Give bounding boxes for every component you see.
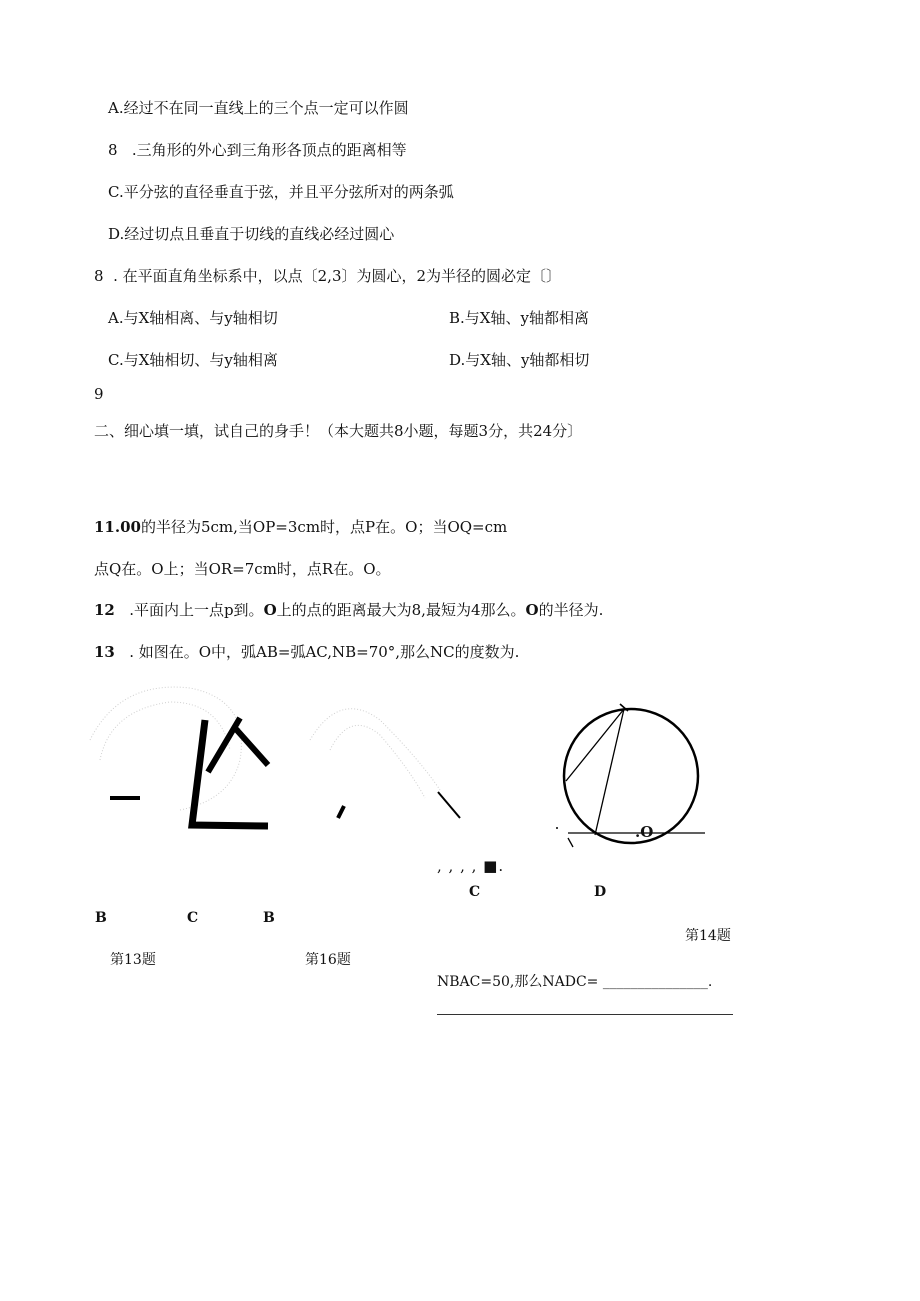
q7-option-a: A.经过不在同一直线上的三个点一定可以作圆 [108, 99, 409, 117]
q11-text-1: 的半径为5cm,当OP=3cm时，点P在。O；当OQ=cm [140, 518, 508, 536]
figure-14-center-label: .O [635, 823, 654, 841]
figure-stroke-diagonal [208, 718, 268, 772]
q8-option-a: A.与X轴相离、与y轴相切 [108, 309, 278, 327]
figure-14-left-dot [556, 827, 558, 829]
figure-14-square: ■ [483, 857, 499, 875]
q14-blank: _______________ [602, 974, 708, 990]
figure-left-label-c: C [187, 910, 199, 926]
q12-text-3: 的半径为. [538, 601, 604, 619]
q13-number: 13 [94, 643, 115, 661]
q8-option-d: D.与X轴、y轴都相切 [449, 351, 590, 369]
q8-number: 8 [94, 267, 104, 285]
q12-text-2: 上的点的距离最大为8,最短为4那么。 [276, 601, 526, 619]
q8-option-b: B.与X轴、y轴都相离 [449, 309, 589, 327]
q13 [94, 642, 519, 662]
q13-text: . 如图在。O中，弧AB=弧AC,NB=70°,那么NC的度数为. [129, 643, 520, 661]
q7-option-b [108, 140, 407, 160]
q14-text: NBAC=50,那么NADC= [437, 974, 599, 990]
figure-14-dot: . [498, 857, 505, 875]
q11-line-2: 点Q在。O上；当OR=7cm时，点R在。O。 [94, 560, 391, 578]
figure-13-16-graphic [80, 680, 480, 840]
answer-underline [437, 1014, 733, 1015]
figure-14-label-d: D [594, 884, 607, 900]
q12-circle-o-1: O [263, 601, 277, 619]
figure-left-label-b-2: B [263, 910, 275, 926]
q7-option-c: C.平分弦的直径垂直于弦，并且平分弦所对的两条弧 [108, 183, 454, 201]
figure-14-label-c: C [469, 884, 481, 900]
q7-option-b-number: 8 [108, 141, 118, 159]
caption-question-13: 第13题 [110, 952, 156, 968]
caption-question-14: 第14题 [685, 928, 731, 944]
q7-option-d: D.经过切点且垂直于切线的直线必经过圆心 [108, 225, 395, 243]
q12-text-1: .平面内上一点p到。 [129, 601, 264, 619]
q8-text: . 在平面直角坐标系中，以点〔2,3〕为圆心，2为半径的圆必定〔〕 [113, 267, 562, 285]
figure-14-left-tick [568, 838, 573, 847]
figure-14-circle [564, 709, 698, 843]
q8-stem [94, 266, 561, 286]
q11-number: 11.00 [94, 518, 141, 536]
figure-14-commas: , , , , [437, 857, 478, 875]
figure-14-marks [437, 856, 504, 876]
q12 [94, 600, 603, 620]
figure-stroke-right-slash [438, 792, 460, 818]
q12-number: 12 [94, 601, 115, 619]
figure-faint-dotted-arcs [90, 687, 440, 810]
figure-stroke-dot [338, 806, 344, 818]
section-2-title: 二、细心填一填，试自己的身手！（本大题共8小题，每题3分，共24分〕 [94, 422, 583, 440]
q9-number: 9 [94, 385, 104, 403]
caption-question-16: 第16题 [305, 952, 351, 968]
q7-option-b-text: .三角形的外心到三角形各顶点的距离相等 [131, 141, 407, 159]
q11-line-1 [94, 517, 507, 537]
q14-stem [437, 972, 712, 992]
q14-end: . [707, 974, 713, 990]
q8-option-c: C.与X轴相切、与y轴相离 [108, 351, 278, 369]
figure-left-label-b-1: B [95, 910, 107, 926]
q12-circle-o-2: O [525, 601, 539, 619]
